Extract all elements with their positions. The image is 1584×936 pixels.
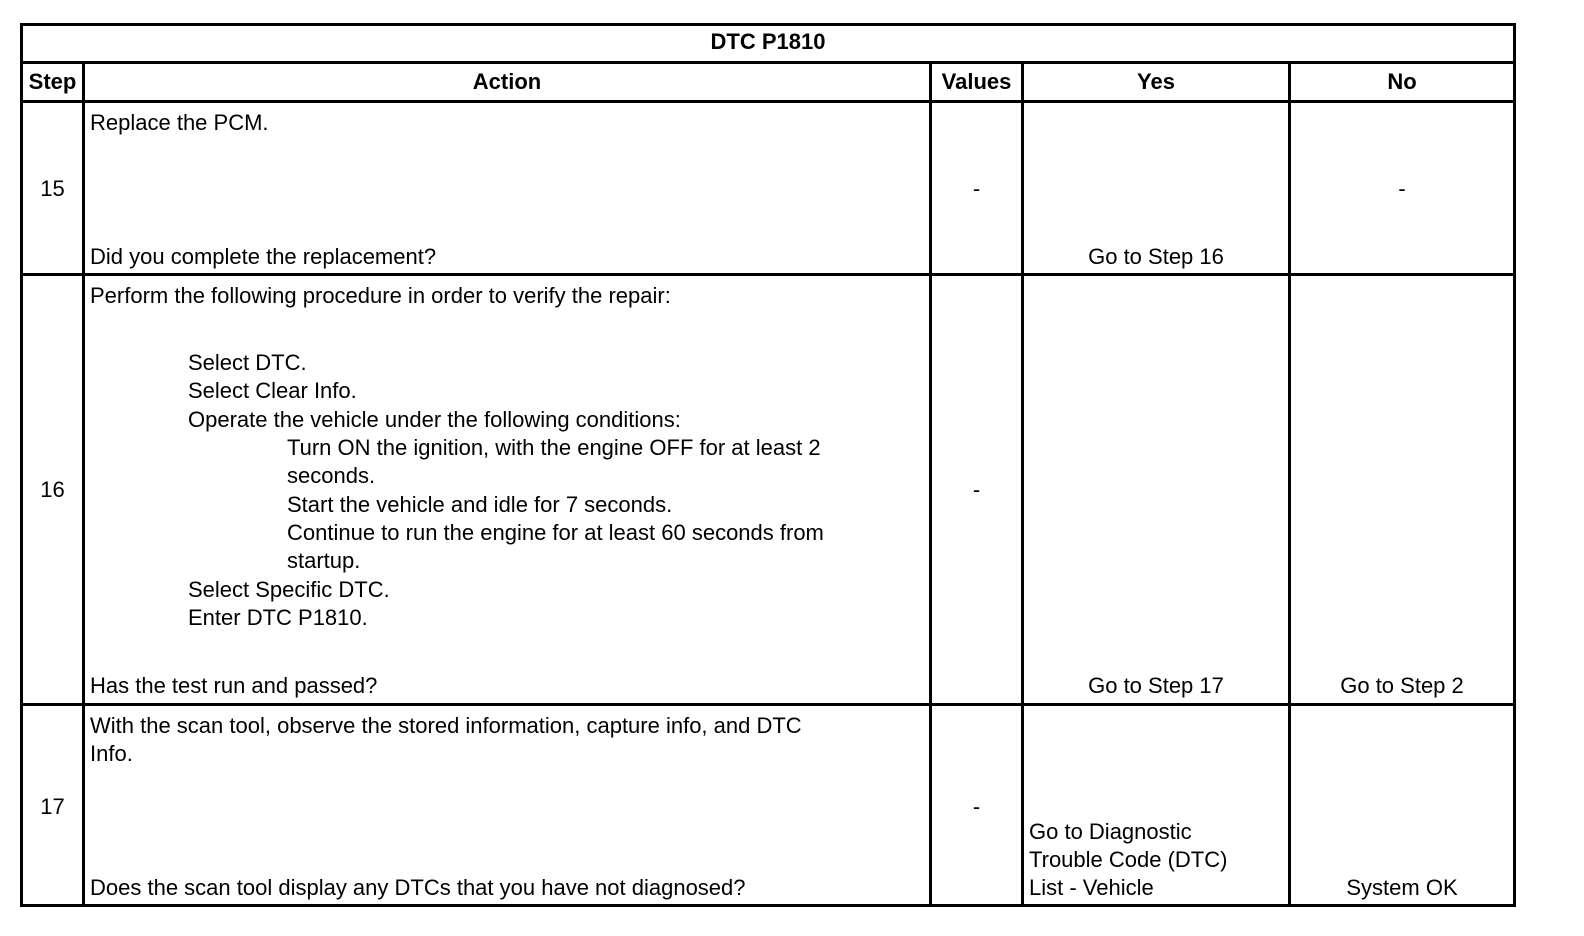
no-cell: Go to Step 2 bbox=[1340, 673, 1464, 698]
step-number: 16 bbox=[40, 477, 65, 502]
col-divider-step bbox=[82, 61, 85, 907]
values-cell: - bbox=[972, 477, 981, 502]
table-title: DTC P1810 bbox=[710, 29, 826, 54]
values-cell: - bbox=[972, 794, 981, 819]
procedure-step: Select DTC. bbox=[188, 350, 307, 375]
yes-cell: Go to Step 16 bbox=[1088, 244, 1224, 269]
action-text: Info. bbox=[90, 741, 133, 766]
procedure-substep: Turn ON the ignition, with the engine OFF for at least 2 bbox=[287, 435, 821, 460]
yes-cell: Trouble Code (DTC) bbox=[1029, 847, 1228, 872]
procedure-step: Operate the vehicle under the following conditions: bbox=[188, 407, 681, 432]
procedure-substep: Continue to run the engine for at least 60 seconds from bbox=[287, 520, 824, 545]
procedure-step: Select Clear Info. bbox=[188, 378, 357, 403]
header-no: No bbox=[1387, 69, 1417, 94]
yes-cell: Go to Step 17 bbox=[1088, 673, 1224, 698]
header-step: Step bbox=[28, 69, 77, 94]
table-border-top bbox=[20, 23, 1516, 26]
procedure-step: Select Specific DTC. bbox=[188, 577, 390, 602]
table-border-bottom bbox=[20, 904, 1516, 907]
header-yes: Yes bbox=[1137, 69, 1175, 94]
step-number: 15 bbox=[40, 176, 65, 201]
yes-cell: Go to Diagnostic bbox=[1029, 819, 1192, 844]
step-number: 17 bbox=[40, 794, 65, 819]
row-divider-16 bbox=[20, 703, 1516, 706]
header-values: Values bbox=[941, 69, 1012, 94]
yes-cell: List - Vehicle bbox=[1029, 875, 1154, 900]
table-border-right bbox=[1513, 23, 1516, 907]
title-divider bbox=[20, 61, 1516, 64]
action-question: Has the test run and passed? bbox=[90, 673, 378, 698]
action-question: Did you complete the replacement? bbox=[90, 244, 437, 269]
no-cell: - bbox=[1398, 176, 1406, 201]
col-divider-values bbox=[1021, 61, 1024, 907]
table-border-left bbox=[20, 23, 23, 907]
action-text: With the scan tool, observe the stored information, capture info, and DTC bbox=[90, 713, 802, 738]
dtc-table bbox=[20, 23, 1516, 907]
row-divider-15 bbox=[20, 273, 1516, 276]
procedure-substep: startup. bbox=[287, 548, 361, 573]
procedure-substep: Start the vehicle and idle for 7 seconds. bbox=[287, 492, 673, 517]
procedure-step: Enter DTC P1810. bbox=[188, 605, 368, 630]
header-divider bbox=[20, 100, 1516, 103]
procedure-substep: seconds. bbox=[287, 463, 376, 488]
action-text: Perform the following procedure in order to verify the repair: bbox=[90, 283, 671, 308]
no-cell: System OK bbox=[1346, 875, 1458, 900]
action-question: Does the scan tool display any DTCs that you have not diagnosed? bbox=[90, 875, 746, 900]
header-action: Action bbox=[472, 69, 542, 94]
values-cell: - bbox=[972, 176, 981, 201]
action-text: Replace the PCM. bbox=[90, 110, 269, 135]
